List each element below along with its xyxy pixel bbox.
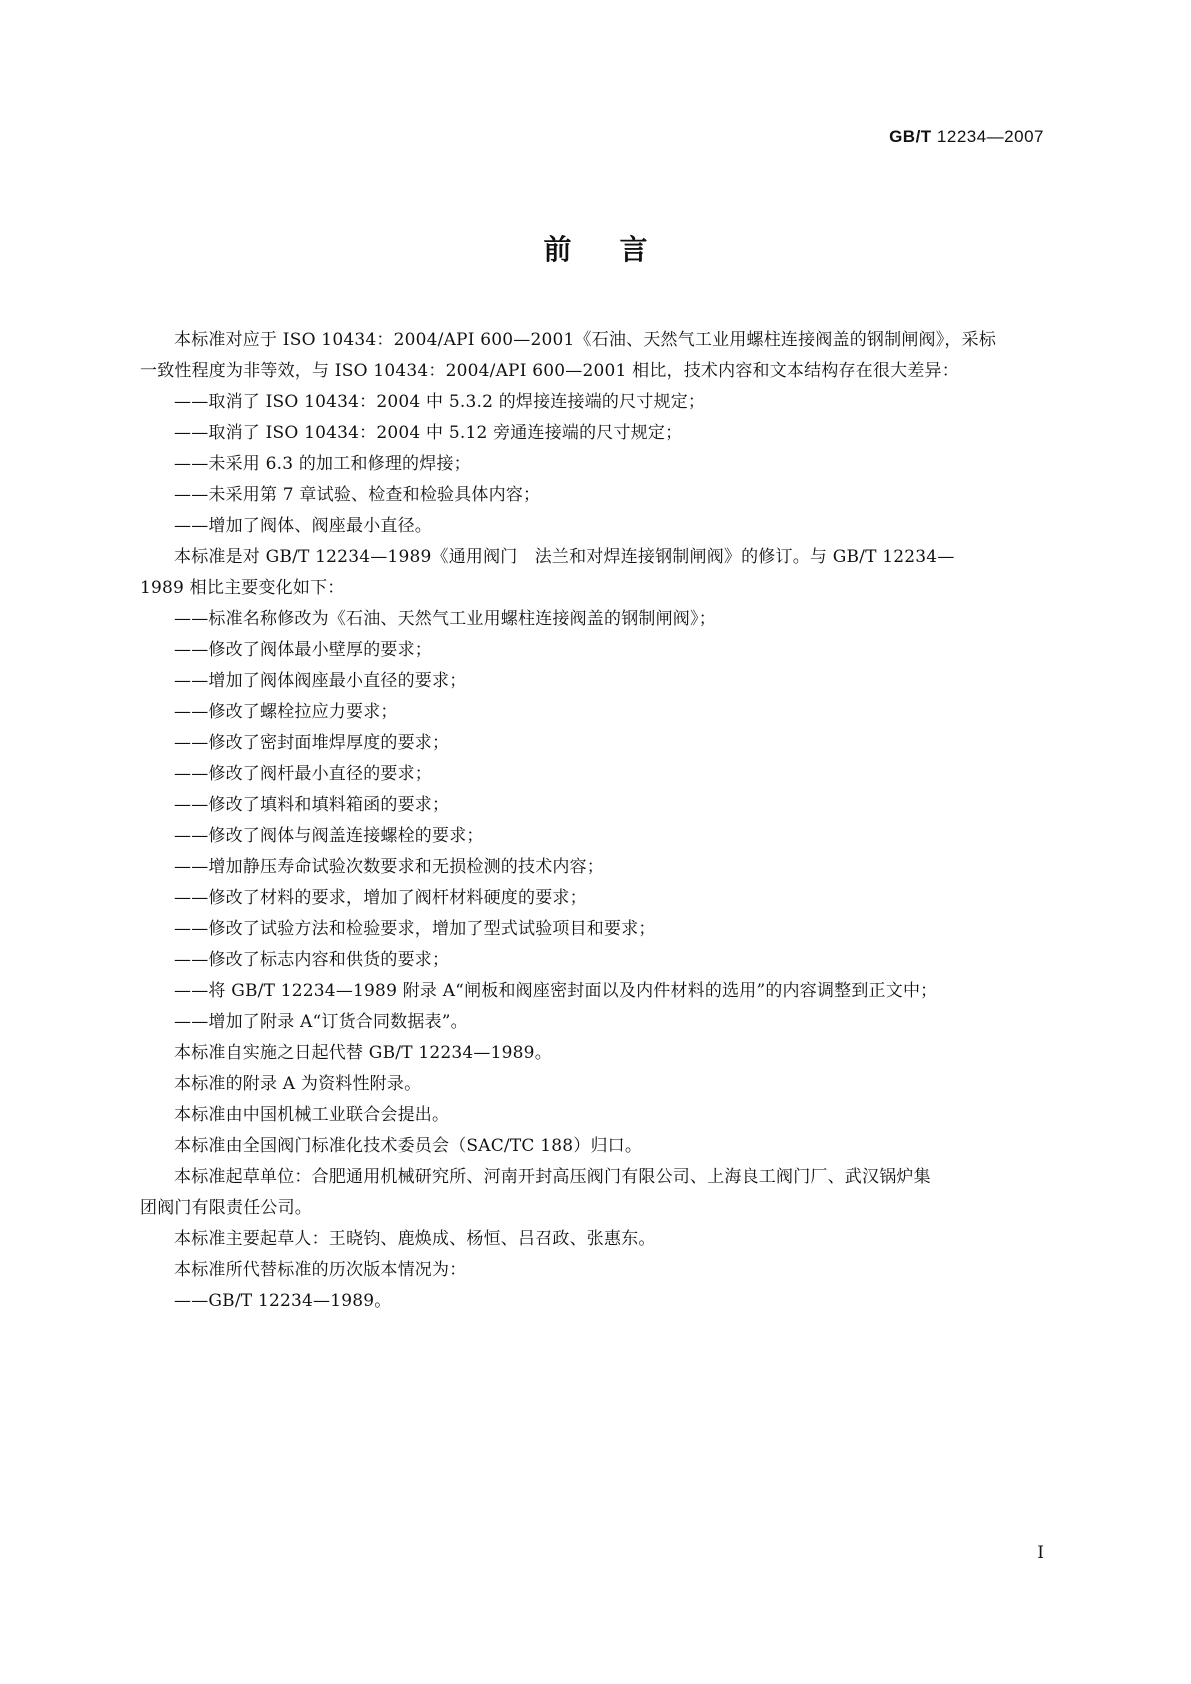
list-item: ——修改了试验方法和检验要求，增加了型式试验项目和要求；	[174, 919, 656, 939]
list-item: ——修改了阀体最小壁厚的要求；	[174, 640, 432, 660]
paragraph: 本标准的附录 A 为资料性附录。	[174, 1074, 422, 1094]
standard-code	[889, 127, 1044, 147]
list-item: ——增加了阀体、阀座最小直径。	[174, 516, 432, 536]
list-item: ——取消了 ISO 10434：2004 中 5.12 旁通连接端的尺寸规定；	[174, 423, 683, 443]
list-item: ——标准名称修改为《石油、天然气工业用螺柱连接阀盖的钢制闸阀》；	[174, 609, 716, 629]
list-item: ——增加了附录 A“订货合同数据表”。	[174, 1012, 468, 1032]
paragraph: 本标准由全国阀门标准化技术委员会（SAC/TC 188）归口。	[174, 1136, 643, 1156]
paragraph: 本标准是对 GB/T 12234—1989《通用阀门 法兰和对焊连接钢制闸阀》的修订。与 GB/T 12234—	[174, 547, 955, 567]
paragraph: 本标准起草单位：合肥通用机械研究所、河南开封高压阀门有限公司、上海良工阀门厂、武汉锅炉集	[174, 1167, 931, 1187]
page-number: I	[1037, 1543, 1044, 1563]
list-item: ——修改了阀体与阀盖连接螺栓的要求；	[174, 826, 484, 846]
list-item: ——GB/T 12234—1989。	[174, 1291, 392, 1311]
paragraph-continuation: 一致性程度为非等效，与 ISO 10434：2004/API 600—2001 相比，技术内容和文本结构存在很大差异：	[140, 361, 959, 381]
foreword-body	[140, 325, 1060, 1317]
list-item: ——增加了阀体阀座最小直径的要求；	[174, 671, 467, 691]
list-item: ——修改了填料和填料箱函的要求；	[174, 795, 450, 815]
list-item: ——增加静压寿命试验次数要求和无损检测的技术内容；	[174, 857, 604, 877]
list-item: ——未采用第 7 章试验、检查和检验具体内容；	[174, 485, 541, 505]
paragraph: 本标准自实施之日起代替 GB/T 12234—1989。	[174, 1043, 552, 1063]
paragraph: 本标准所代替标准的历次版本情况为：	[174, 1260, 467, 1280]
paragraph-continuation: 团阀门有限责任公司。	[140, 1198, 312, 1218]
list-item: ——将 GB/T 12234—1989 附录 A“闸板和阀座密封面以及内件材料的选用”的内容调整到正文中；	[174, 981, 938, 1001]
paragraph-continuation: 1989 相比主要变化如下：	[140, 578, 345, 598]
standard-prefix: GB/T	[889, 127, 932, 146]
list-item: ——修改了螺栓拉应力要求；	[174, 702, 398, 722]
list-item: ——修改了标志内容和供货的要求；	[174, 950, 450, 970]
paragraph: 本标准对应于 ISO 10434：2004/API 600—2001《石油、天然气工业用螺柱连接阀盖的钢制闸阀》，采标	[174, 330, 997, 350]
paragraph: 本标准由中国机械工业联合会提出。	[174, 1105, 450, 1125]
list-item: ——修改了阀杆最小直径的要求；	[174, 764, 432, 784]
list-item: ——取消了 ISO 10434：2004 中 5.3.2 的焊接连接端的尺寸规定；	[174, 392, 706, 412]
list-item: ——修改了材料的要求，增加了阀杆材料硬度的要求；	[174, 888, 587, 908]
list-item: ——未采用 6.3 的加工和修理的焊接；	[174, 454, 471, 474]
list-item: ——修改了密封面堆焊厚度的要求；	[174, 733, 450, 753]
paragraph: 本标准主要起草人：王晓钧、鹿焕成、杨恒、吕召政、张惠东。	[174, 1229, 656, 1249]
page-title: 前言	[543, 233, 696, 266]
standard-number: 12234—2007	[936, 127, 1044, 146]
